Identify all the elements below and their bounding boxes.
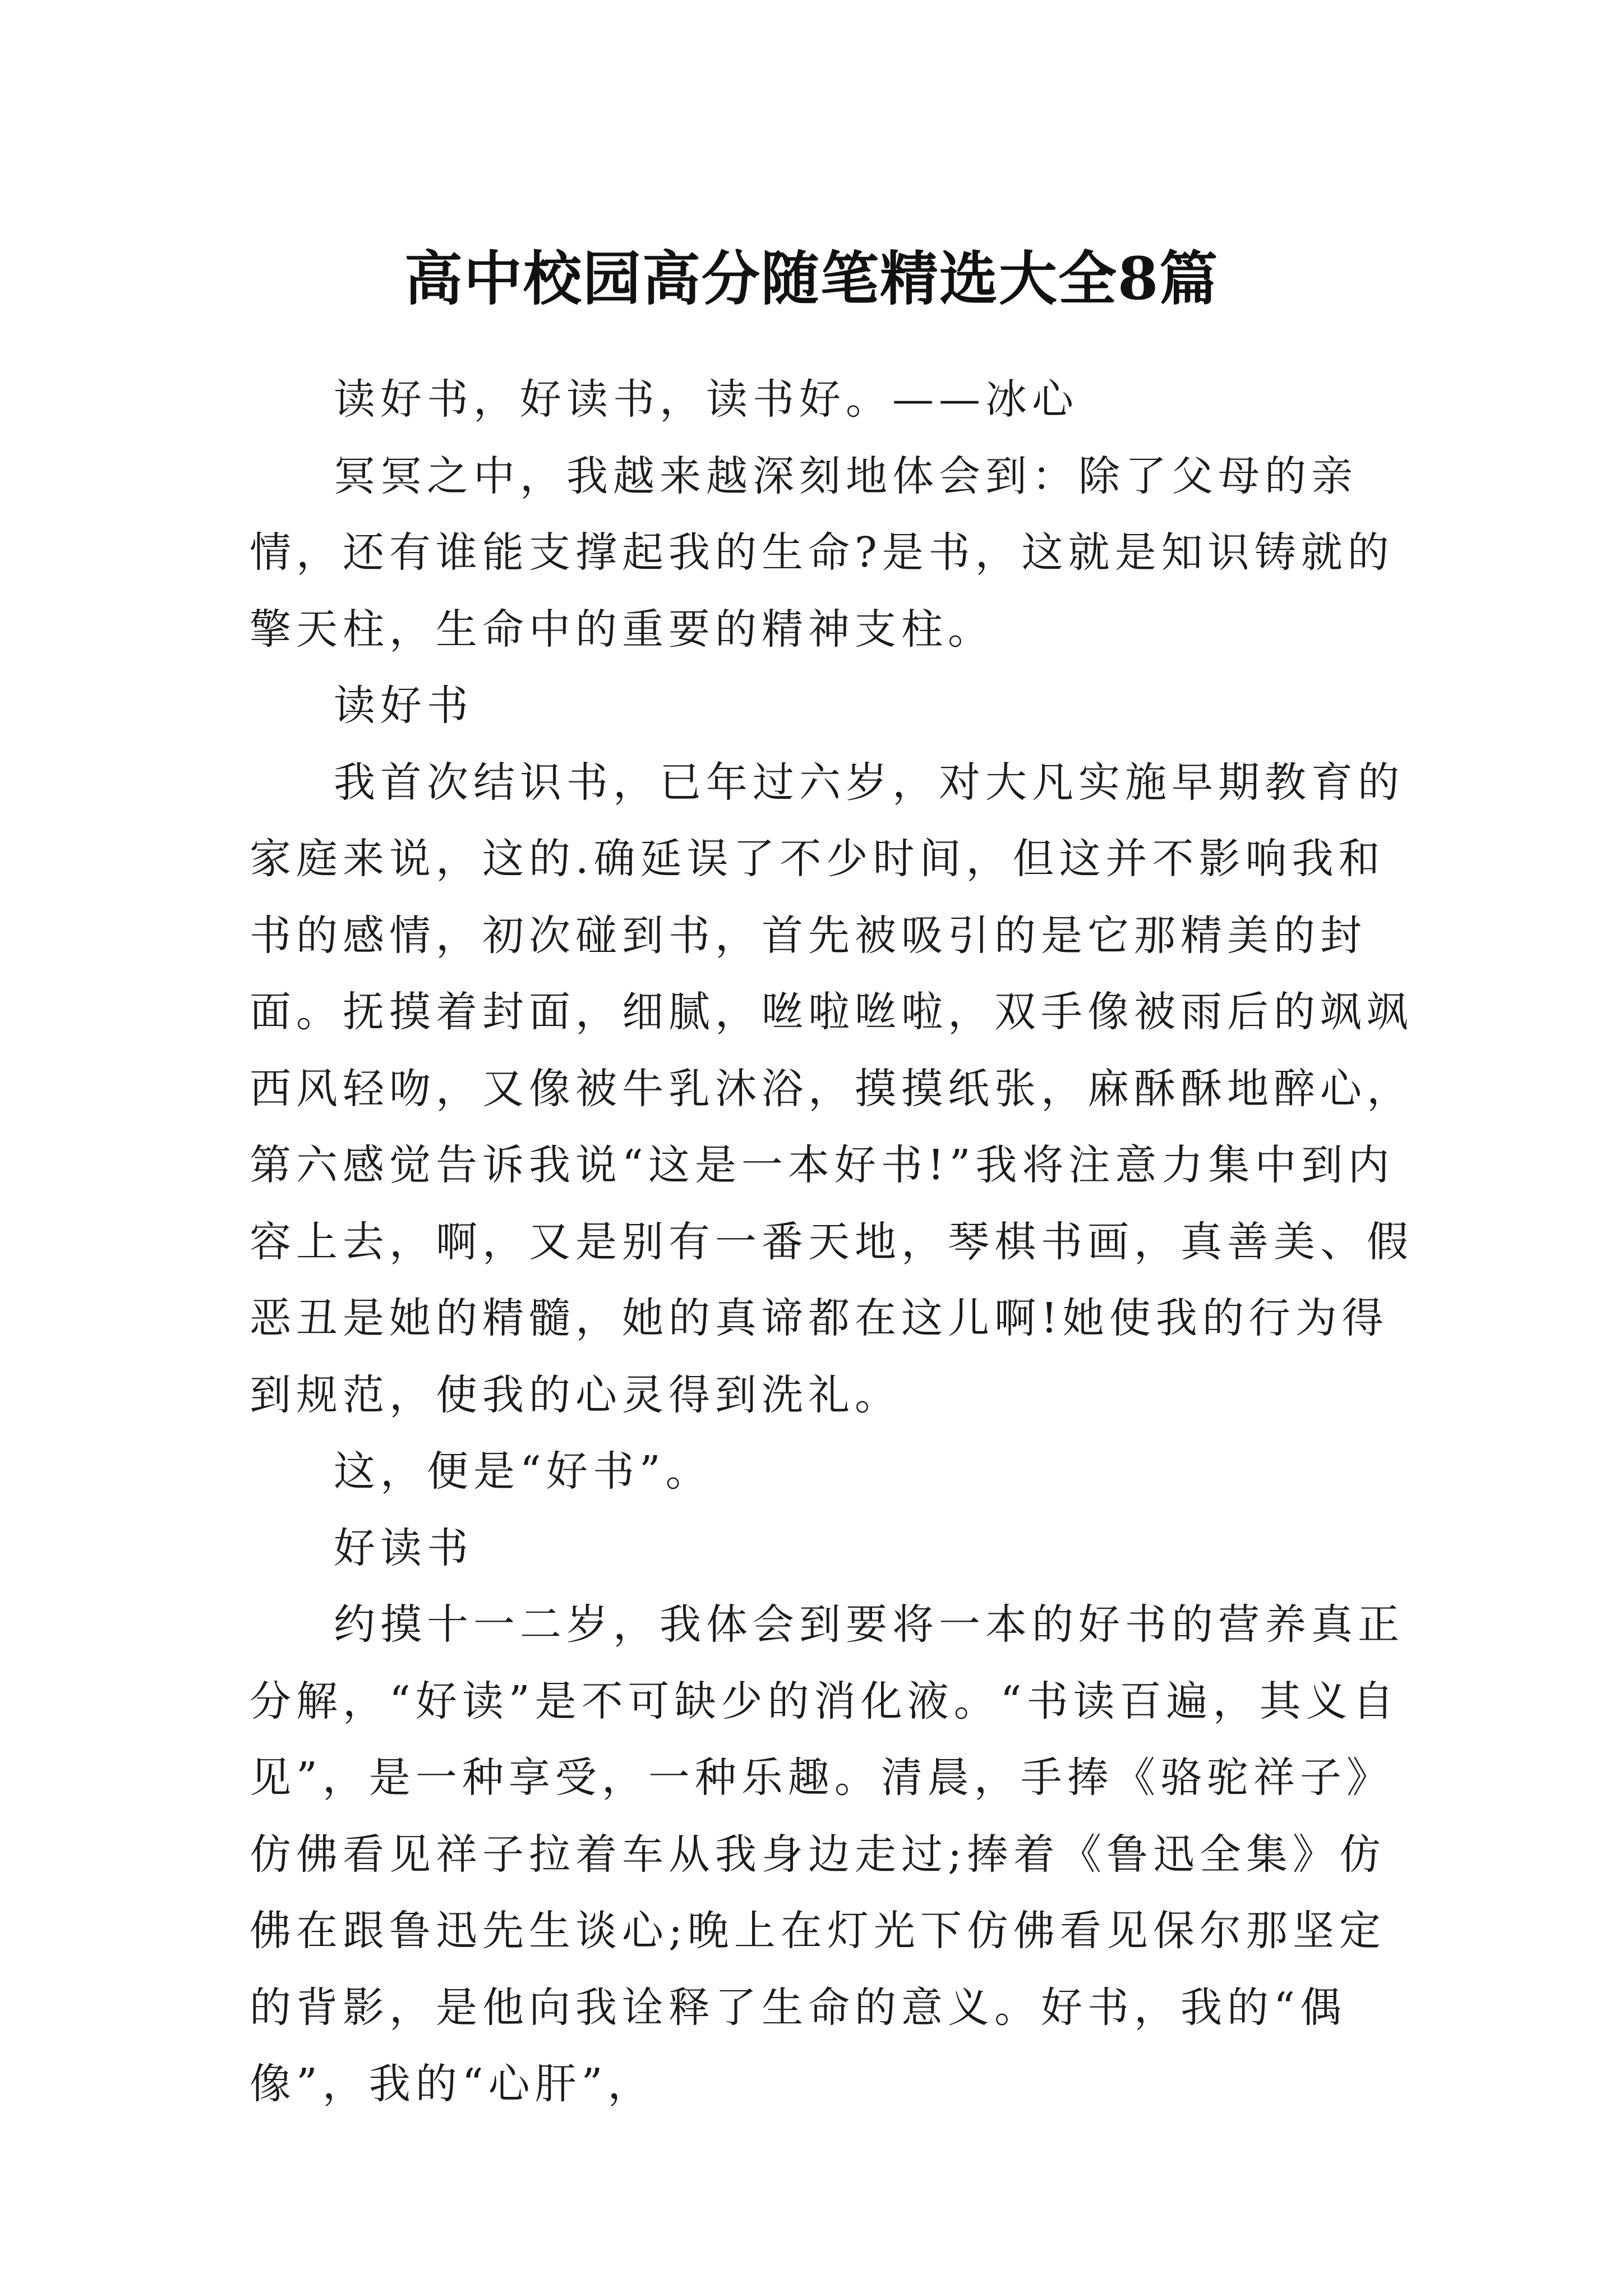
paragraph-love-reading: 约摸十一二岁，我体会到要将一本的好书的营养真正分解，“好读”是不可缺少的消化液。“书读百遍，其义自见”，是一种享受，一种乐趣。清晨，手捧《骆驼祥子》仿佛看见祥子拉着车从我身边走过;捧着《鲁迅全集》仿佛在跟鲁迅先生谈心;晚上在灯光下仿佛看见保尔那坚定的背影，是他向我诠释了生命的意义。好书，我的“偶像”，我的“心肝”， — [250, 1600, 1404, 2108]
paragraph-intro: 冥冥之中，我越来越深刻地体会到：除了父母的亲情，还有谁能支撑起我的生命?是书，这就是知识铸就的擎天柱，生命中的重要的精神支柱。 — [250, 452, 1394, 654]
document-body — [250, 361, 1416, 2123]
document-title: 高中校园高分随笔精选大全8篇 — [404, 243, 1219, 313]
paragraph-epigraph: 读好书，好读书，读书好。——冰心 — [334, 375, 1078, 424]
section-heading-love-reading: 好读书 — [334, 1524, 473, 1572]
paragraph-first-book: 我首次结识书，已年过六岁，对大凡实施早期教育的家庭来说，这的.确延误了不少时间，但这并不影响我和书的感情，初次碰到书，首先被吸引的是它那精美的封面。抚摸着封面，细腻，咝啦咝啦，双手像被雨后的飒飒西风轻吻，又像被牛乳沐浴，摸摸纸张，麻酥酥地醉心，第六感觉告诉我说“这是一本好书!”我将注意力集中到内容上去，啊，又是别有一番天地，琴棋书画，真善美、假恶丑是她的精髓，她的真谛都在这儿啊!她使我的行为得到规范，使我的心灵得到洗礼。 — [250, 758, 1413, 1419]
paragraph-good-book: 这，便是“好书”。 — [334, 1447, 712, 1496]
section-heading-read-good-books: 读好书 — [334, 682, 473, 730]
